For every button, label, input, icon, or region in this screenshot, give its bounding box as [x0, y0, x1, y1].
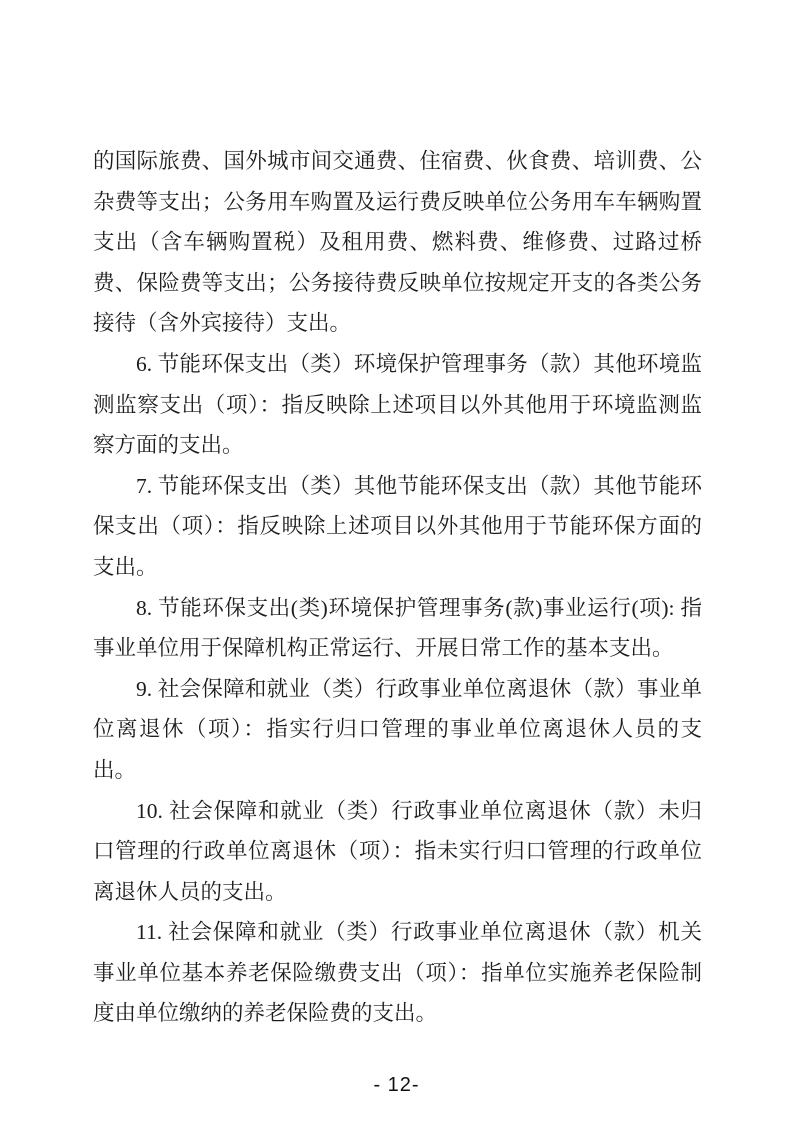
paragraph-item-6: 6. 节能环保支出（类）环境保护管理事务（款）其他环境监测监察支出（项）：指反映除上述项目以外其他用于环境监测监察方面的支出。: [93, 351, 702, 458]
paragraph-item-7: 7. 节能环保支出（类）其他节能环保支出（款）其他节能环保支出（项）：指反映除上述项目以外其他用于节能环保方面的支出。: [93, 473, 702, 579]
paragraph-item-8: 8. 节能环保支出(类)环境保护管理事务(款)事业运行(项): 指事业单位用于保障机构正常运行、开展日常工作的基本支出。: [93, 595, 702, 661]
page-body: [93, 141, 702, 1034]
paragraph-item-11: 11. 社会保障和就业（类）行政事业单位离退休（款）机关事业单位基本养老保险缴费支出（项）：指单位实施养老保险制度由单位缴纳的养老保险费的支出。: [93, 920, 702, 1026]
paragraph-item-10: 10. 社会保障和就业（类）行政事业单位离退休（款）未归口管理的行政单位离退休（项）：指未实行归口管理的行政单位离退休人员的支出。: [93, 798, 702, 904]
paragraph-continuation: 的国际旅费、国外城市间交通费、住宿费、伙食费、培训费、公杂费等支出；公务用车购置及运行费反映单位公务用车车辆购置支出（含车辆购置税）及租用费、燃料费、维修费、过路过桥费、保险费等支出；公务接待费反映单位按规定开支的各类公务接待（含外宾接待）支出。: [93, 149, 702, 336]
page-footer: [0, 1074, 793, 1097]
page-number: - 12-: [373, 1074, 420, 1096]
paragraph-item-9: 9. 社会保障和就业（类）行政事业单位离退休（款）事业单位离退休（项）：指实行归口管理的事业单位离退休人员的支出。: [93, 676, 702, 782]
